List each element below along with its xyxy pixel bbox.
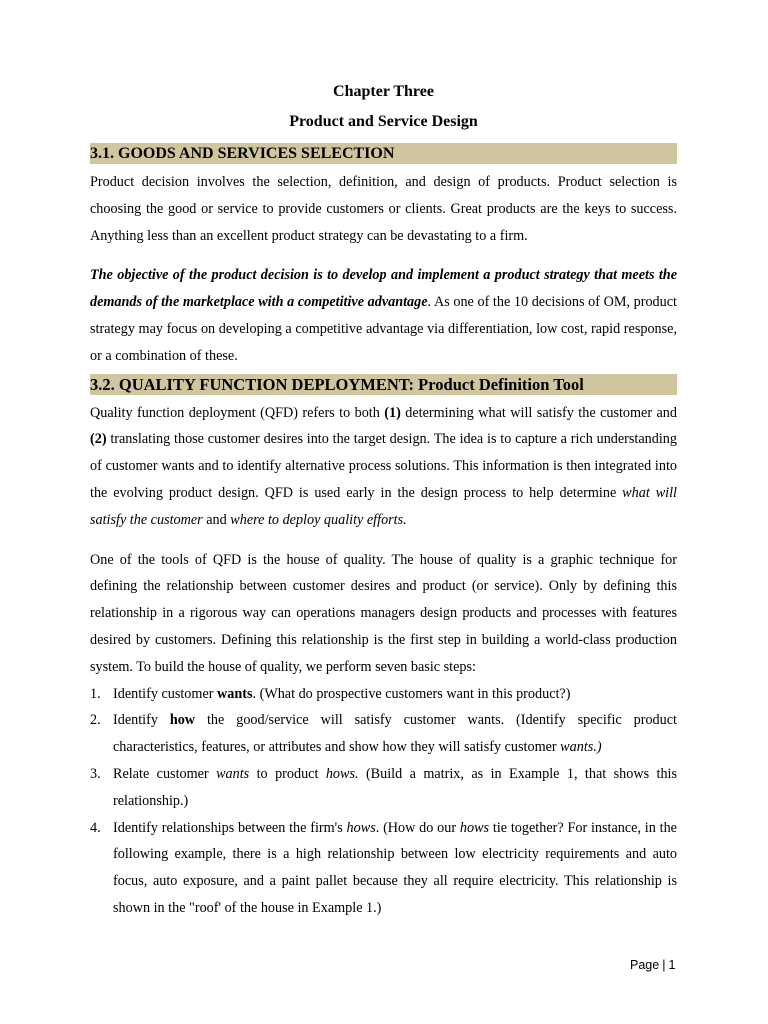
page-number: 1 — [668, 958, 676, 972]
chapter-subtitle: Product and Service Design — [289, 113, 478, 130]
section-heading-3-1: 3.1. GOODS AND SERVICES SELECTION — [90, 143, 677, 164]
list-item: 2. Identify how the good/service will satisfy customer wants. (Identify specific product characteristics, features, or attributes and show how they will satisfy customer wants.) — [90, 712, 677, 756]
list-item: 3. Relate customer wants to product hows. (Build a matrix, as in Example 1, that shows this relationship.) — [90, 765, 677, 809]
objective-emphasis: The objective of the product decision is to develop and implement a product strategy that meets the demands of the marketplace with a competitive advantage — [90, 267, 677, 311]
document-page — [90, 72, 677, 922]
page-footer — [630, 958, 675, 972]
steps-list — [90, 681, 677, 922]
paragraph-qfd: Quality function deployment (QFD) refers to both (1) determining what will satisfy the customer and (2) translating those customer desires into the target design. The idea is to capture a rich understanding of customer wants and to identify alternative process solutions. This information is then integrated into the evolving product design. QFD is used early in the design process to help determine what will satisfy the customer and where to deploy quality efforts. — [90, 404, 677, 528]
chapter-title: Chapter Three — [333, 83, 434, 100]
paragraph-product-decision: Product decision involves the selection, definition, and design of products. Product selection is choosing the good or service to provide customers or clients. Great products are the keys to success. Anything less than an excellent product strategy can be devastating to a firm. — [90, 174, 677, 244]
page-label: Page — [630, 958, 660, 972]
list-item: 1. Identify customer wants. (What do prospective customers want in this product?) — [90, 685, 571, 702]
section-heading-3-2: 3.2. QUALITY FUNCTION DEPLOYMENT: Product Definition Tool — [90, 374, 677, 395]
page-separator: | — [662, 958, 666, 972]
paragraph-house-of-quality: One of the tools of QFD is the house of quality. The house of quality is a graphic technique for defining the relationship between customer desires and product (or service). Only by defining this relationship in a rigorous way can operations managers design products and processes with features desired by customers. Defining this relationship is the first step in building a world-class production system. To build the house of quality, we perform seven basic steps: — [90, 551, 677, 675]
paragraph-objective: The objective of the product decision is to develop and implement a product strategy that meets the demands of the marketplace with a competitive advantage. As one of the 10 decisions of OM, product strategy may focus on developing a competitive advantage via differentiation, low cost, rapid response, or a combination of these. — [90, 267, 677, 364]
list-item: 4. Identify relationships between the firm's hows. (How do our hows tie together? For instance, in the following example, there is a high relationship between low electricity requirements and auto focus, auto exposure, and a paint pallet because they all require electricity. This relationship is shown in the "roof' of the house in Example 1.) — [90, 819, 677, 916]
